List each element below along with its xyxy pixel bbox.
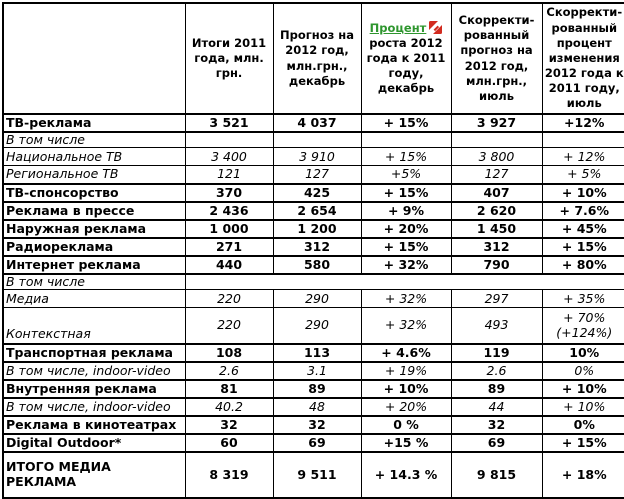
header-empty-cell — [3, 3, 185, 114]
table-row — [3, 148, 624, 166]
value-cell: 1 200 — [273, 220, 361, 238]
value-cell: 790 — [451, 256, 542, 274]
header-adjusted-forecast: Скорректи- рованный прогноз на 2012 год, млн.грн., июль — [451, 3, 542, 114]
table-row — [3, 416, 624, 434]
value-cell: 297 — [451, 290, 542, 308]
value-cell: 69 — [451, 434, 542, 452]
value-cell: 290 — [273, 290, 361, 308]
value-cell: + 15% — [361, 114, 451, 132]
value-cell: + 15% — [542, 238, 624, 256]
value-cell: 48 — [273, 398, 361, 416]
value-cell: 9 815 — [451, 452, 542, 498]
table-row — [3, 344, 624, 362]
value-cell: + 15% — [361, 238, 451, 256]
value-cell: 1 450 — [451, 220, 542, 238]
value-cell: + 32% — [361, 256, 451, 274]
value-cell: + 15% — [542, 434, 624, 452]
value-cell: 2 654 — [273, 202, 361, 220]
value-cell: +12% — [542, 114, 624, 132]
table-row — [3, 274, 624, 290]
value-cell: 370 — [185, 184, 273, 202]
media-ad-forecast-table — [2, 2, 624, 499]
row-label: ТВ-реклама — [3, 114, 185, 132]
value-cell: 3 910 — [273, 148, 361, 166]
value-cell: 119 — [451, 344, 542, 362]
value-cell: 3.1 — [273, 362, 361, 380]
value-cell: 312 — [273, 238, 361, 256]
value-cell: + 18% — [542, 452, 624, 498]
value-cell: + 15% — [361, 184, 451, 202]
value-cell: + 10% — [542, 398, 624, 416]
table-row — [3, 132, 624, 148]
value-cell: 127 — [451, 166, 542, 184]
value-cell: 40.2 — [185, 398, 273, 416]
value-cell: 81 — [185, 380, 273, 398]
value-cell: 220 — [185, 308, 273, 344]
row-label: Национальное ТВ — [3, 148, 185, 166]
row-label: В том числе — [3, 132, 185, 148]
value-cell: 89 — [451, 380, 542, 398]
value-cell: + 7.6% — [542, 202, 624, 220]
value-cell: 425 — [273, 184, 361, 202]
table-row — [3, 434, 624, 452]
value-cell: + 32% — [361, 290, 451, 308]
value-cell — [273, 132, 361, 148]
value-cell: 407 — [451, 184, 542, 202]
value-cell: 493 — [451, 308, 542, 344]
value-cell: + 9% — [361, 202, 451, 220]
table-row — [3, 362, 624, 380]
header-adjusted-percent: Скорректи- рованный процент изменения 2012 года к 2011 году, июль — [542, 3, 624, 114]
value-cell: + 70%(+124%) — [542, 308, 624, 344]
value-cell: 271 — [185, 238, 273, 256]
value-cell: 44 — [451, 398, 542, 416]
value-cell: +5% — [361, 166, 451, 184]
value-cell: 32 — [185, 416, 273, 434]
table-row — [3, 452, 624, 498]
value-cell: + 32% — [361, 308, 451, 344]
row-label: Региональное ТВ — [3, 166, 185, 184]
table-row — [3, 238, 624, 256]
table-row — [3, 398, 624, 416]
row-label: Медиа — [3, 290, 185, 308]
value-cell: + 10% — [361, 380, 451, 398]
row-label: Digital Outdoor* — [3, 434, 185, 452]
value-cell: + 10% — [542, 380, 624, 398]
value-cell: + 5% — [542, 166, 624, 184]
value-cell: + 20% — [361, 398, 451, 416]
header-percent-growth — [361, 3, 451, 114]
table-row — [3, 380, 624, 398]
value-cell: + 45% — [542, 220, 624, 238]
value-cell: 8 319 — [185, 452, 273, 498]
table-row — [3, 308, 624, 344]
row-label: Наружная реклама — [3, 220, 185, 238]
row-label: Транспортная реклама — [3, 344, 185, 362]
table-row — [3, 256, 624, 274]
value-cell: 220 — [185, 290, 273, 308]
value-cell: 2 620 — [451, 202, 542, 220]
row-label: В том числе, indoor-video — [3, 398, 185, 416]
table-body — [3, 114, 624, 498]
value-cell: 440 — [185, 256, 273, 274]
header-row — [3, 3, 624, 114]
table-row — [3, 220, 624, 238]
value-cell: + 80% — [542, 256, 624, 274]
row-label: ТВ-спонсорство — [3, 184, 185, 202]
value-cell: 312 — [451, 238, 542, 256]
header-forecast-december: Прогноз на 2012 год, млн.грн., декабрь — [273, 3, 361, 114]
value-cell: + 20% — [361, 220, 451, 238]
percent-link[interactable]: Процент — [369, 20, 427, 35]
table-row — [3, 202, 624, 220]
value-cell: + 35% — [542, 290, 624, 308]
value-cell: 4 037 — [273, 114, 361, 132]
value-cell: 2 436 — [185, 202, 273, 220]
value-cell: 3 927 — [451, 114, 542, 132]
value-cell: 89 — [273, 380, 361, 398]
table-header — [3, 3, 624, 114]
row-label: Контекстная — [3, 308, 185, 344]
row-label: Реклама в прессе — [3, 202, 185, 220]
value-cell: 0 % — [361, 416, 451, 434]
table-row — [3, 114, 624, 132]
table-row — [3, 166, 624, 184]
value-cell: 0% — [542, 416, 624, 434]
value-cell: 2.6 — [451, 362, 542, 380]
row-label: ИТОГО МЕДИА РЕКЛАМА — [3, 452, 185, 498]
value-cell: 108 — [185, 344, 273, 362]
value-cell: 2.6 — [185, 362, 273, 380]
value-cell: 32 — [451, 416, 542, 434]
row-label: Интернет реклама — [3, 256, 185, 274]
header-results-2011: Итоги 2011 года, млн. грн. — [185, 3, 273, 114]
value-cell: +15 % — [361, 434, 451, 452]
value-cell: 60 — [185, 434, 273, 452]
row-label: Радиореклама — [3, 238, 185, 256]
value-cell: 10% — [542, 344, 624, 362]
value-cell — [361, 132, 451, 148]
value-cell: 69 — [273, 434, 361, 452]
value-cell: + 14.3 % — [361, 452, 451, 498]
value-cell: 32 — [273, 416, 361, 434]
table-row — [3, 184, 624, 202]
row-label: В том числе — [3, 274, 185, 290]
value-cell — [451, 132, 542, 148]
merged-empty-cell — [185, 274, 624, 290]
value-cell: 3 521 — [185, 114, 273, 132]
red-diagonal-logo-icon[interactable] — [429, 21, 442, 34]
value-cell: + 10% — [542, 184, 624, 202]
value-cell: 290 — [273, 308, 361, 344]
value-cell — [185, 132, 273, 148]
table-row — [3, 290, 624, 308]
value-cell: 113 — [273, 344, 361, 362]
row-label: Реклама в кинотеатрах — [3, 416, 185, 434]
value-cell: + 4.6% — [361, 344, 451, 362]
value-cell: + 19% — [361, 362, 451, 380]
value-cell: 1 000 — [185, 220, 273, 238]
row-label: В том числе, indoor-video — [3, 362, 185, 380]
value-cell: 0% — [542, 362, 624, 380]
value-cell: 3 800 — [451, 148, 542, 166]
value-cell: + 12% — [542, 148, 624, 166]
value-cell: 580 — [273, 256, 361, 274]
value-cell: 3 400 — [185, 148, 273, 166]
value-cell: 127 — [273, 166, 361, 184]
value-cell: + 15% — [361, 148, 451, 166]
row-label: Внутренняя реклама — [3, 380, 185, 398]
value-cell: 121 — [185, 166, 273, 184]
value-cell: 9 511 — [273, 452, 361, 498]
header-percent-growth-text: роста 2012 года к 2011 году, декабрь — [366, 35, 446, 96]
value-cell — [542, 132, 624, 148]
